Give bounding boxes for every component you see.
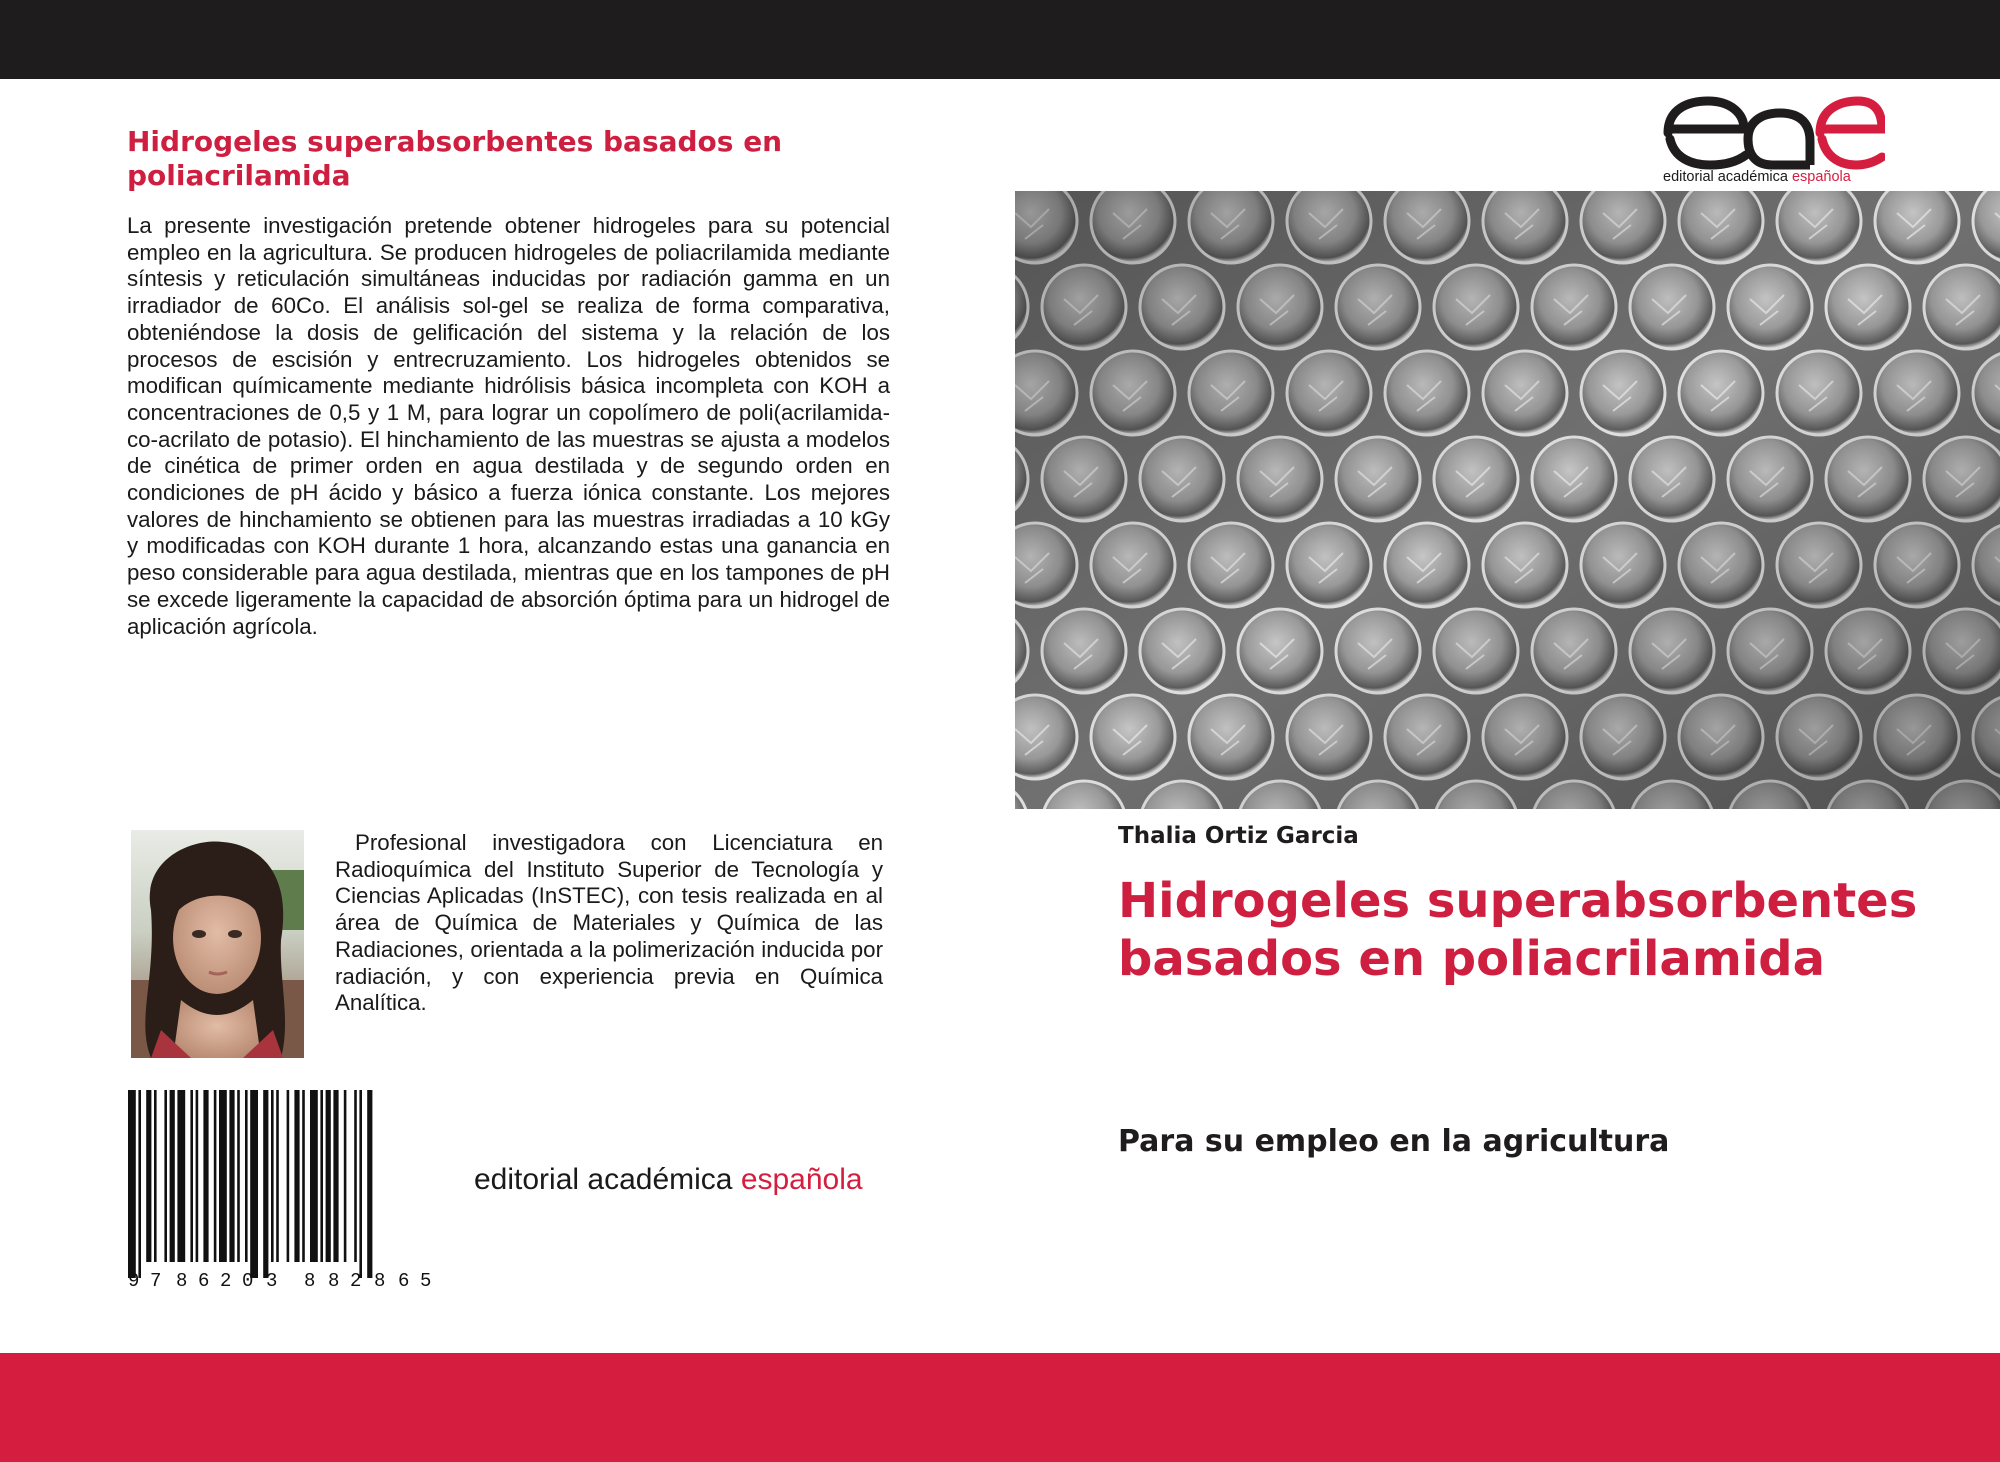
barcode-bar	[250, 1090, 258, 1278]
barcode-bar	[276, 1090, 279, 1262]
front-cover-subtitle: Para su empleo en la agricultura	[1118, 1124, 1670, 1159]
barcode-bar	[138, 1090, 141, 1278]
barcode-bar	[320, 1090, 323, 1262]
barcode-digit: 8	[374, 1270, 386, 1290]
barcode-bar	[196, 1090, 199, 1262]
barcode-bar	[214, 1090, 217, 1262]
barcode-digit: 9	[128, 1270, 140, 1290]
barcode-bar	[146, 1090, 151, 1262]
barcode-digit: 2	[350, 1270, 362, 1290]
imprint-main: editorial académica	[474, 1163, 741, 1196]
barcode-bar	[190, 1090, 193, 1262]
barcode-digit: 8	[176, 1270, 188, 1290]
top-bar	[0, 0, 2000, 79]
barcode-bar	[354, 1090, 357, 1262]
barcode-digit: 2	[220, 1270, 232, 1290]
barcode-bar	[271, 1090, 274, 1262]
logo-text-accent: española	[1791, 169, 1851, 185]
barcode-bar	[359, 1090, 362, 1278]
barcode-bar	[128, 1090, 136, 1278]
logo-text-main: editorial académica	[1663, 169, 1792, 185]
barcode-digit: 8	[328, 1270, 340, 1290]
front-cover-title: Hidrogeles superabsorbentes basados en poliacrilamida	[1118, 873, 1918, 987]
bubble-wrap-image	[1015, 191, 2000, 809]
barcode-bar	[294, 1090, 299, 1262]
barcode-digit: 5	[420, 1270, 432, 1290]
barcode-bar	[170, 1090, 175, 1262]
author-bio: Profesional investigadora con Licenciatura en Radioquímica del Instituto Superior de Tecnología y Ciencias Aplicadas (InSTEC), con tesis realizada en al área de Química de Materiales y Química de las Radiaciones, orientada a la polimerización inducida por radiación, y con experiencia previa en Química Analítica.	[335, 830, 883, 1016]
barcode-bar	[344, 1090, 347, 1262]
barcode-bar	[333, 1090, 338, 1262]
barcode-bar	[219, 1090, 227, 1262]
barcode-bar	[310, 1090, 318, 1262]
barcode-bar	[287, 1090, 290, 1262]
front-author-name: Thalia Ortiz Garcia	[1118, 823, 1359, 849]
barcode-digit: 3	[266, 1270, 278, 1290]
back-imprint	[474, 1163, 863, 1197]
barcode-bar	[326, 1090, 331, 1262]
barcode-bar	[263, 1090, 268, 1278]
barcode-digit: 8	[304, 1270, 316, 1290]
barcode-bar	[164, 1090, 167, 1262]
imprint-accent: española	[740, 1163, 863, 1196]
barcode-digit: 6	[398, 1270, 410, 1290]
barcode-bar	[154, 1090, 157, 1262]
barcode-icon	[128, 1090, 458, 1290]
barcode-bar	[245, 1090, 248, 1262]
barcode-bar	[237, 1090, 240, 1262]
barcode-bar	[367, 1090, 372, 1278]
logo-text	[1663, 169, 1851, 185]
back-cover-title: Hidrogeles superabsorbentes basados en poliacrilamida	[127, 125, 783, 192]
back-cover-blurb: La presente investigación pretende obtener hidrogeles para su potencial empleo en la agricultura. Se producen hidrogeles de poliacrilamida mediante síntesis y reticulación simultáneas inducidas por radiación gamma en un irradiador de 60Co. El análisis sol-gel se realiza de forma comparativa, obteniéndose la dosis de gelificación del sistema y la relación de los procesos de escisión y entrecruzamiento. Los hidrogeles obtenidos se modifican químicamente mediante hidrólisis básica incompleta con KOH a concentraciones de 0,5 y 1 M, para lograr un copolímero de poli(acrilamida-co-acrilato de potasio). El hinchamiento de las muestras se ajusta a modelos de cinética de primer orden en agua destilada y de segundo orden en condiciones de pH ácido y básico a fuerza iónica constante. Los mejores valores de hinchamiento se obtienen para las muestras irradiadas a 10 kGy y modificadas con KOH durante 1 hora, alcanzando estas una ganancia en peso considerable para agua destilada, mientras que en los tampones de pH se excede ligeramente la capacidad de absorción óptima para un hidrogel de aplicación agrícola.	[127, 213, 890, 639]
author-photo	[131, 830, 304, 1058]
barcode-bar	[229, 1090, 234, 1262]
barcode-bar	[203, 1090, 208, 1262]
bottom-bar	[0, 1353, 2000, 1462]
barcode-bar	[302, 1090, 305, 1262]
barcode-bar	[177, 1090, 185, 1262]
barcode-digit: 7	[150, 1270, 162, 1290]
barcode-digit: 0	[242, 1270, 254, 1290]
barcode-digit: 6	[198, 1270, 210, 1290]
